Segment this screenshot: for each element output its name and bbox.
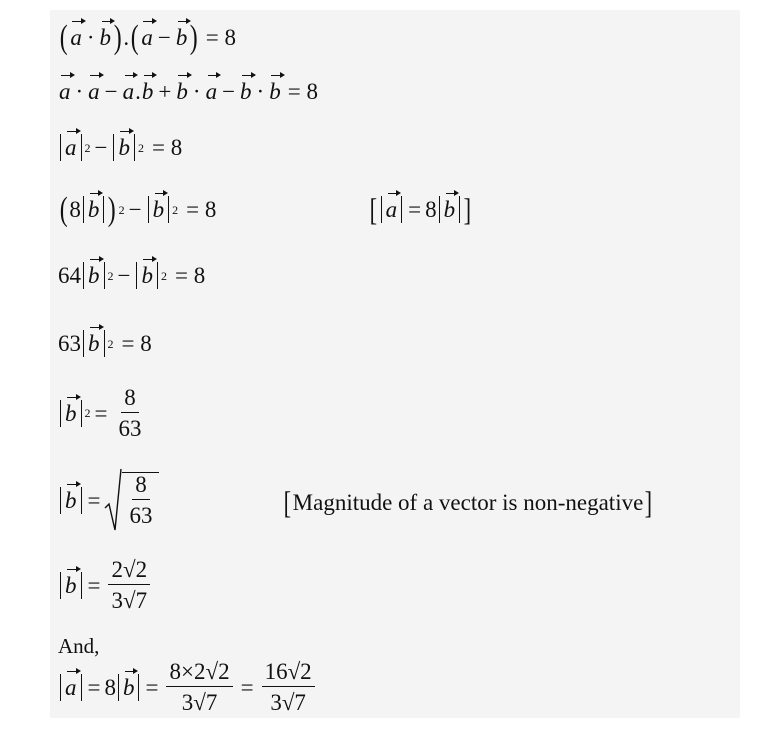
- equation-line-3: a 2 − b 2 = 8: [58, 134, 182, 161]
- equation-line-1: ( a · b ) . ( a − b ) = 8: [59, 19, 236, 56]
- equation-line-2: a · a − a . b + b · a − b · b = 8: [59, 79, 318, 104]
- equation-line-9: b = $\frac{2√2}{3√7}$: [58, 558, 154, 612]
- equation-line-6: 63 b 2 = 8: [58, 331, 152, 356]
- equation-line-10: a = 8 b = $\frac{8\times 2√2}{3√7}$ = $\frac{16√2}{3√7}$: [58, 660, 319, 714]
- fraction-8-over-63: $\frac{8}{63}$: [118, 385, 142, 441]
- equation-line-8: b = $\frac{8}{63}$: [58, 468, 159, 532]
- and-label: And,: [58, 634, 100, 658]
- given-note: [ a = 8 b ]: [369, 190, 472, 227]
- equation-line-7: b 2 = $\frac{8}{63}$: [58, 386, 148, 440]
- equation-line-5: 64 b 2 − b 2 = 8: [58, 263, 206, 288]
- equation-line-4: ( 8 b ) 2 − b 2 = 8: [59, 190, 217, 228]
- magnitude-note: [ Magnitude of a vector is non-negative ]: [283, 484, 653, 521]
- square-root-icon: $\frac{8}{63}$: [104, 468, 159, 532]
